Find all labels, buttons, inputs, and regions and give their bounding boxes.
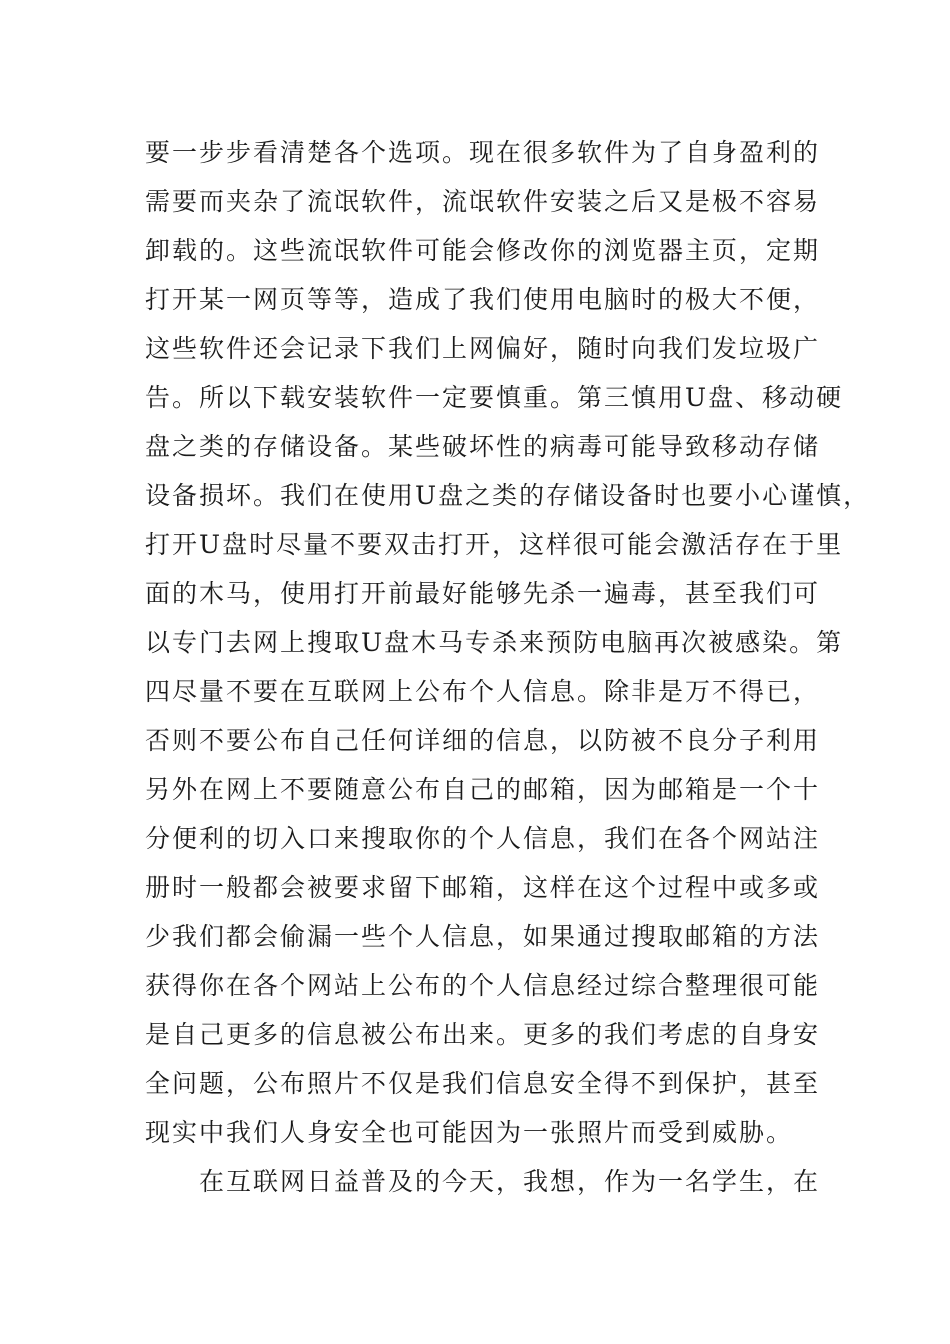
- body-text: [145, 128, 871, 1206]
- text-line: 分便利的切入口来搜取你的个人信息，我们在各个网站注: [145, 824, 821, 853]
- text-line: 以专门去网上搜取U盘木马专杀来预防电脑再次被感染。第: [145, 628, 844, 657]
- text-line: 要一步步看清楚各个选项。现在很多软件为了自身盈利的: [145, 138, 821, 167]
- text-line: 另外在网上不要随意公布自己的邮箱，因为邮箱是一个十: [145, 775, 821, 804]
- text-line: 卸载的。这些流氓软件可能会修改你的浏览器主页，定期: [145, 236, 821, 265]
- text-line: 现实中我们人身安全也可能因为一张照片而受到威胁。: [145, 1118, 794, 1147]
- text-line: 打开U盘时尽量不要双击打开，这样很可能会激活存在于里: [145, 530, 844, 559]
- text-line: 盘之类的存储设备。某些破坏性的病毒可能导致移动存储: [145, 432, 821, 461]
- text-line: 面的木马，使用打开前最好能够先杀一遍毒，甚至我们可: [145, 579, 821, 608]
- text-line: 获得你在各个网站上公布的个人信息经过综合整理很可能: [145, 971, 821, 1000]
- paragraph-start-line: 在互联网日益普及的今天，我想，作为一名学生，在: [199, 1167, 821, 1196]
- text-line: 打开某一网页等等，造成了我们使用电脑时的极大不便，: [145, 285, 821, 314]
- text-line: 告。所以下载安装软件一定要慎重。第三慎用U盘、移动硬: [145, 383, 844, 412]
- text-line: 少我们都会偷漏一些个人信息，如果通过搜取邮箱的方法: [145, 922, 821, 951]
- text-line: 需要而夹杂了流氓软件，流氓软件安装之后又是极不容易: [145, 187, 821, 216]
- text-line: 是自己更多的信息被公布出来。更多的我们考虑的自身安: [145, 1020, 821, 1049]
- text-line: 否则不要公布自己任何详细的信息，以防被不良分子利用: [145, 726, 821, 755]
- text-line: 四尽量不要在互联网上公布个人信息。除非是万不得已，: [145, 677, 821, 706]
- text-line: 这些软件还会记录下我们上网偏好，随时向我们发垃圾广: [145, 334, 821, 363]
- text-line: 册时一般都会被要求留下邮箱，这样在这个过程中或多或: [145, 873, 821, 902]
- text-line: 全问题，公布照片不仅是我们信息安全得不到保护，甚至: [145, 1069, 821, 1098]
- text-line: 设备损坏。我们在使用U盘之类的存储设备时也要小心谨慎，: [145, 481, 871, 510]
